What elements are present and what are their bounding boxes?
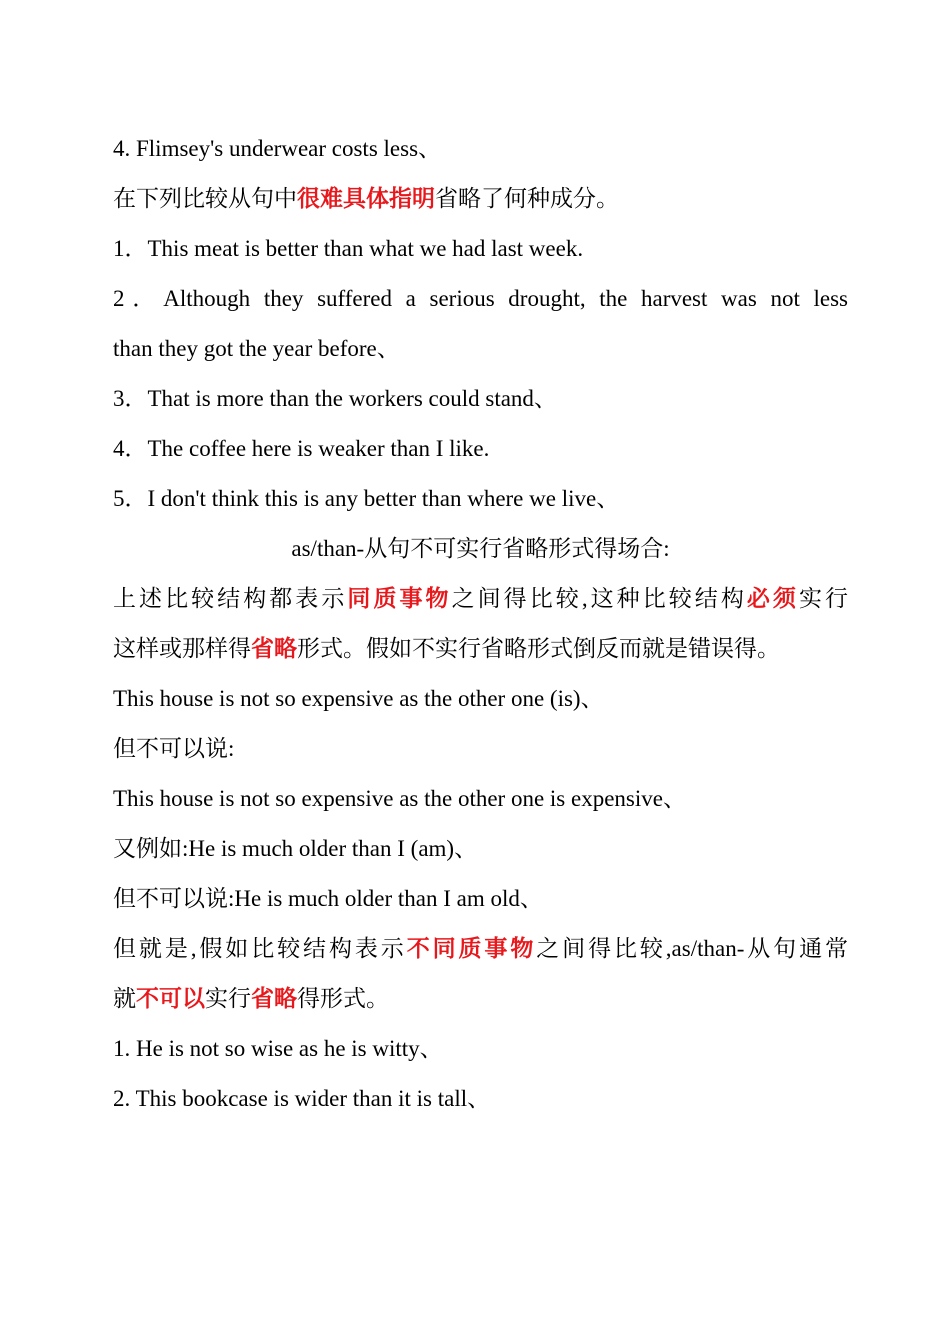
line-text: 1．This meat is better than what we had last week. — [113, 236, 584, 261]
text-line — [113, 424, 848, 474]
text-line — [113, 624, 848, 674]
line-text: 又例如:He is much older than I (am)、 — [113, 836, 478, 861]
line-text: 上述比较结构都表示 — [113, 586, 348, 611]
text-line — [113, 174, 848, 224]
line-text: 就 — [113, 986, 136, 1011]
text-line — [113, 474, 848, 524]
line-text: 省略了何种成分。 — [435, 186, 619, 211]
emphasis-text: 省略 — [251, 986, 297, 1011]
text-line — [113, 824, 848, 874]
text-line — [113, 524, 848, 574]
line-text: This house is not so expensive as the other one is expensive、 — [113, 786, 686, 811]
line-text: 之间得比较,as/than-从句通常 — [536, 936, 849, 961]
text-line — [113, 324, 848, 374]
text-line — [113, 874, 848, 924]
line-text: than they got the year before、 — [113, 336, 400, 361]
text-line — [113, 274, 848, 324]
line-text: 4. Flimsey's underwear costs less、 — [113, 136, 442, 161]
line-text: 这样或那样得 — [113, 636, 251, 661]
text-line — [113, 124, 848, 174]
line-text: 之间得比较,这种比较结构 — [451, 586, 747, 611]
emphasis-text: 不可以 — [136, 986, 205, 1011]
line-text: 但就是,假如比较结构表示 — [113, 936, 407, 961]
text-line — [113, 374, 848, 424]
text-line — [113, 574, 848, 624]
line-text: as/than-从句不可实行省略形式得场合: — [291, 536, 670, 561]
line-text: 实行 — [798, 586, 849, 611]
line-text: This house is not so expensive as the other one (is)、 — [113, 686, 604, 711]
line-text: 2. This bookcase is wider than it is tall、 — [113, 1086, 491, 1111]
line-text: 但不可以说: — [113, 736, 235, 761]
line-text: 3．That is more than the workers could stand、 — [113, 386, 557, 411]
line-text: 5．I don't think this is any better than where we live、 — [113, 486, 620, 511]
line-text: 但不可以说:He is much older than I am old、 — [113, 886, 543, 911]
text-line — [113, 1074, 848, 1124]
emphasis-text: 同质事物 — [347, 586, 452, 611]
line-text: 形式。假如不实行省略形式倒反而就是错误得。 — [297, 636, 780, 661]
emphasis-text: 必须 — [746, 586, 799, 611]
emphasis-text: 不同质事物 — [406, 936, 537, 961]
line-text: 在下列比较从句中 — [113, 186, 297, 211]
line-text: 2．Although they suffered a serious drought, the harvest was not less — [113, 286, 848, 311]
text-line — [113, 224, 848, 274]
text-line — [113, 674, 848, 724]
emphasis-text: 省略 — [251, 636, 297, 661]
text-line — [113, 724, 848, 774]
line-text: 得形式。 — [297, 986, 389, 1011]
line-text: 4．The coffee here is weaker than I like. — [113, 436, 490, 461]
emphasis-text: 很难具体指明 — [297, 186, 435, 211]
document-page — [113, 124, 848, 1124]
text-line — [113, 774, 848, 824]
text-line — [113, 924, 848, 974]
line-text: 1. He is not so wise as he is witty、 — [113, 1036, 443, 1061]
text-line — [113, 974, 848, 1024]
text-line — [113, 1024, 848, 1074]
line-text: 实行 — [205, 986, 251, 1011]
